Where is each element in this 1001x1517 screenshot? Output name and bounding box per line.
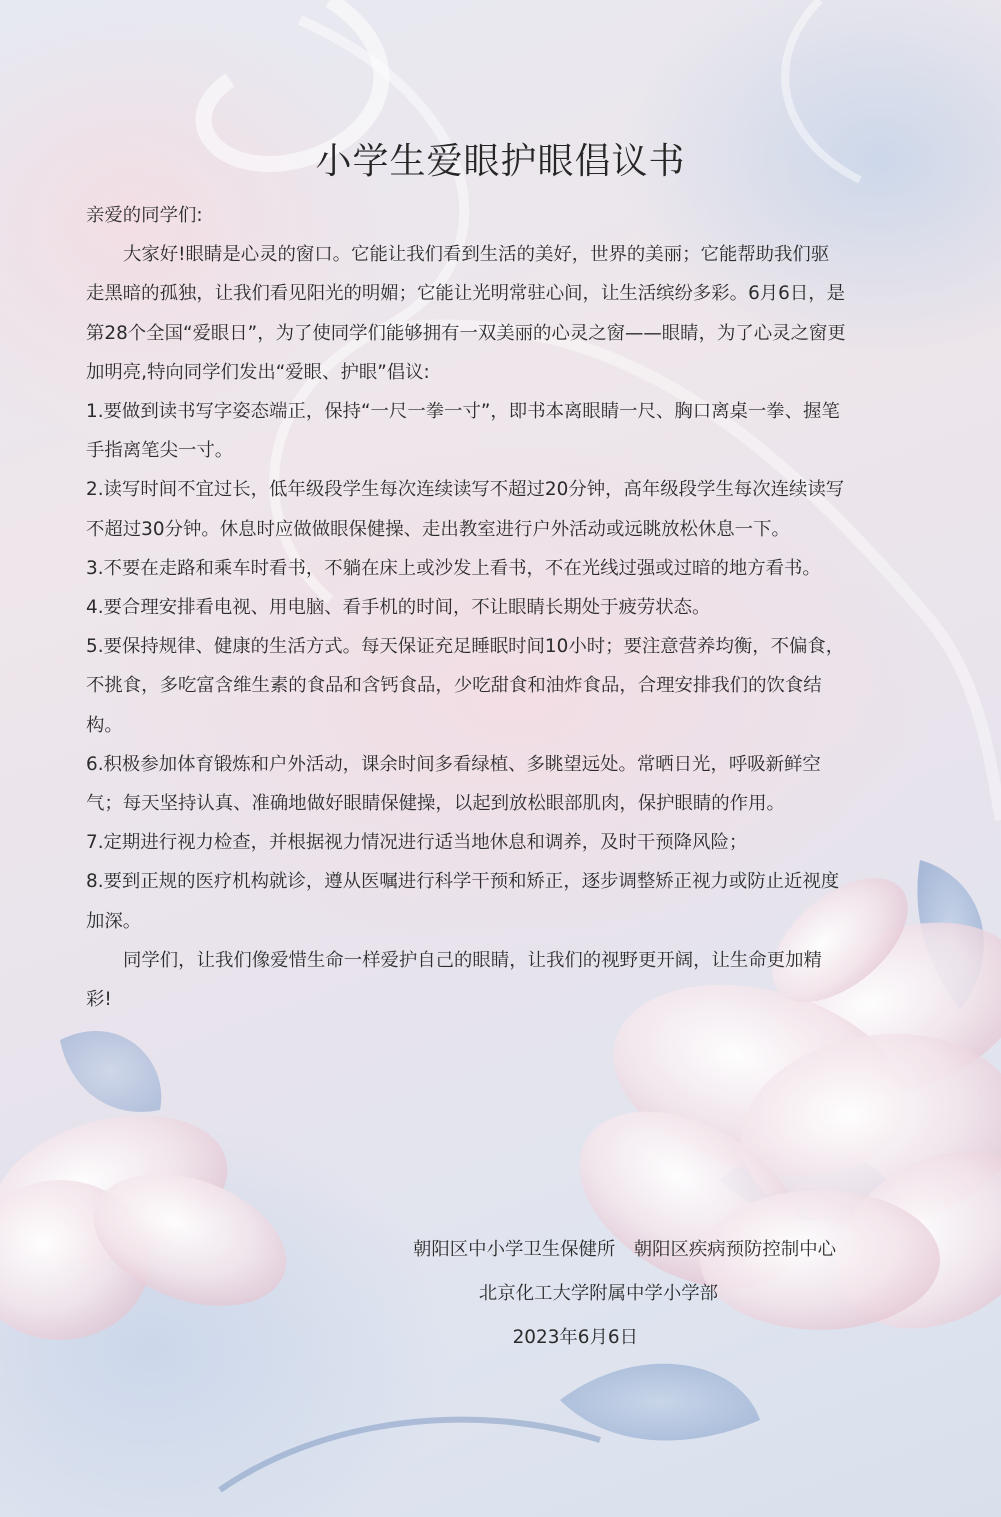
signature-block bbox=[86, 1230, 836, 1348]
list-item: 1.要做到读书写字姿态端正，保持“一尺一拳一寸”，即书本离眼睛一尺、胸口离桌一拳、握笔手指离笔尖一寸。 bbox=[86, 401, 840, 462]
list-item: 6.积极参加体育锻炼和户外活动，课余时间多看绿植、多眺望远处。常晒日光，呼吸新鲜空气；每天坚持认真、准确地做好眼睛保健操，以起到放松眼部肌肉，保护眼睛的作用。 bbox=[86, 753, 821, 815]
list-item: 3.不要在走路和乘车时看书，不躺在床上或沙发上看书，不在光线过强或过暗的地方看书。 bbox=[86, 557, 821, 579]
signature-organizations: 朝阳区中小学卫生保健所 朝阳区疾病预防控制中心 bbox=[413, 1239, 836, 1260]
greeting: 亲爱的同学们: bbox=[86, 205, 203, 226]
list-item: 5.要保持规律、健康的生活方式。每天保证充足睡眠时间10小时；要注意营养均衡，不偏食，不挑食，多吃富含维生素的食品和含钙食品，少吃甜食和油炸食品，合理安排我们的饮食结构。 bbox=[86, 636, 845, 736]
document-body bbox=[86, 196, 846, 1019]
page-title: 小学生爱眼护眼倡议书 bbox=[315, 141, 686, 182]
list-item: 4.要合理安排看电视、用电脑、看手机的时间，不让眼睛长期处于疲劳状态。 bbox=[86, 597, 711, 619]
list-item: 2.读写时间不宜过长，低年级段学生每次连续读写不超过20分钟，高年级段学生每次连续读写不超过30分钟。休息时应做做眼保健操、走出教室进行户外活动或远眺放松休息一下。 bbox=[86, 479, 845, 540]
intro-paragraph: 大家好!眼睛是心灵的窗口。它能让我们看到生活的美好，世界的美丽；它能帮助我们驱走黑暗的孤独，让我们看见阳光的明媚；它能让光明常驻心间，让生活缤纷多彩。6月6日，是第28个全国“爱眼日”，为了使同学们能够拥有一双美丽的心灵之窗——眼睛，为了心灵之窗更加明亮,特向同学们发出“爱眼、护眼”倡议: bbox=[86, 244, 846, 383]
list-item: 8.要到正规的医疗机构就诊，遵从医嘱进行科学干预和矫正，逐步调整矫正视力或防止近视度加深。 bbox=[86, 871, 840, 932]
closing-paragraph: 同学们，让我们像爱惜生命一样爱护自己的眼睛，让我们的视野更开阔，让生命更加精彩! bbox=[86, 949, 822, 1011]
signature-date: 2023年6月6日 bbox=[512, 1327, 638, 1348]
signature-school: 北京化工大学附属中学小学部 bbox=[478, 1283, 718, 1304]
list-item: 7.定期进行视力检查，并根据视力情况进行适当地休息和调养，及时干预降风险； bbox=[86, 832, 748, 854]
